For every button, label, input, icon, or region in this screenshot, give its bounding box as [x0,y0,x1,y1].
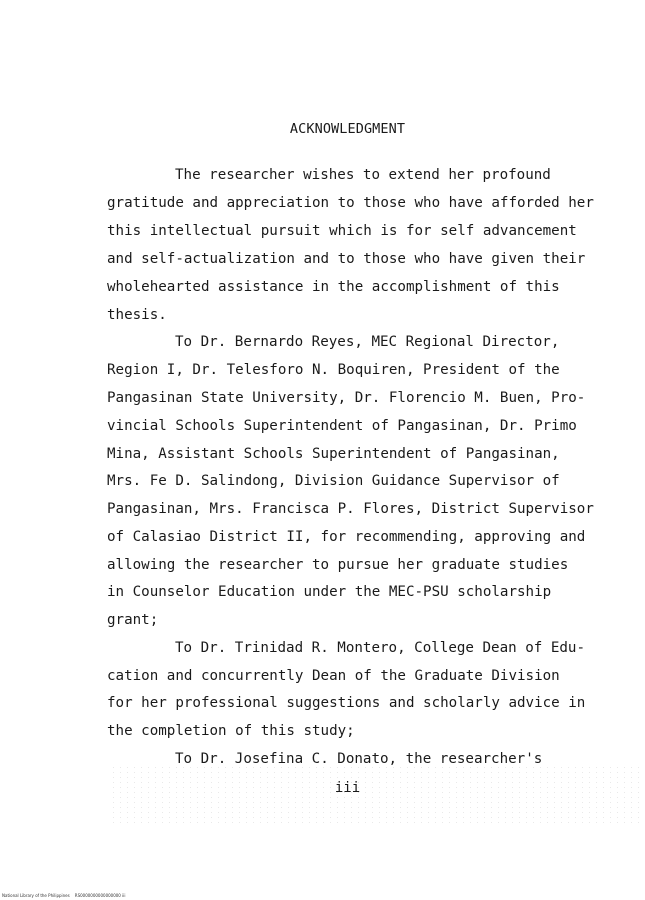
text-line: The researcher wishes to extend her profound [175,167,551,183]
page-title: ACKNOWLEDGMENT [289,121,406,137]
page-number: iii [334,780,361,796]
text-line: To Dr. Trinidad R. Montero, College Dean of Edu- [175,640,585,656]
text-line: and self-actualization and to those who have given their [107,251,586,267]
text-line: Pangasinan, Mrs. Francisca P. Flores, District Supervisor [107,501,594,517]
text-line: Mrs. Fe D. Salindong, Division Guidance Supervisor of [107,473,560,489]
text-line: Pangasinan State University, Dr. Florencio M. Buen, Pro- [107,390,586,406]
text-line: for her professional suggestions and scholarly advice in [107,695,586,711]
text-line: allowing the researcher to pursue her graduate studies [107,557,569,573]
text-line: Region I, Dr. Telesforo N. Boquiren, President of the [107,362,560,378]
library-footer: National Library of the Philippines RS0000000000000000 iii [2,893,126,898]
text-line: gratitude and appreciation to those who have afforded her [107,195,594,211]
text-line: To Dr. Bernardo Reyes, MEC Regional Director, [175,334,560,350]
text-line: grant; [107,612,159,628]
text-line: cation and concurrently Dean of the Graduate Division [107,668,560,684]
text-line: thesis. [107,307,167,323]
text-line: of Calasiao District II, for recommending, approving and [107,529,586,545]
text-line: Mina, Assistant Schools Superintendent of Pangasinan, [107,446,560,462]
text-line: wholehearted assistance in the accomplishment of this [107,279,560,295]
text-line: To Dr. Josefina C. Donato, the researcher's [175,751,543,767]
text-line: in Counselor Education under the MEC-PSU scholarship [107,584,552,600]
text-line: the completion of this study; [107,723,355,739]
text-line: vincial Schools Superintendent of Pangasinan, Dr. Primo [107,418,577,434]
text-line: this intellectual pursuit which is for self advancement [107,223,577,239]
